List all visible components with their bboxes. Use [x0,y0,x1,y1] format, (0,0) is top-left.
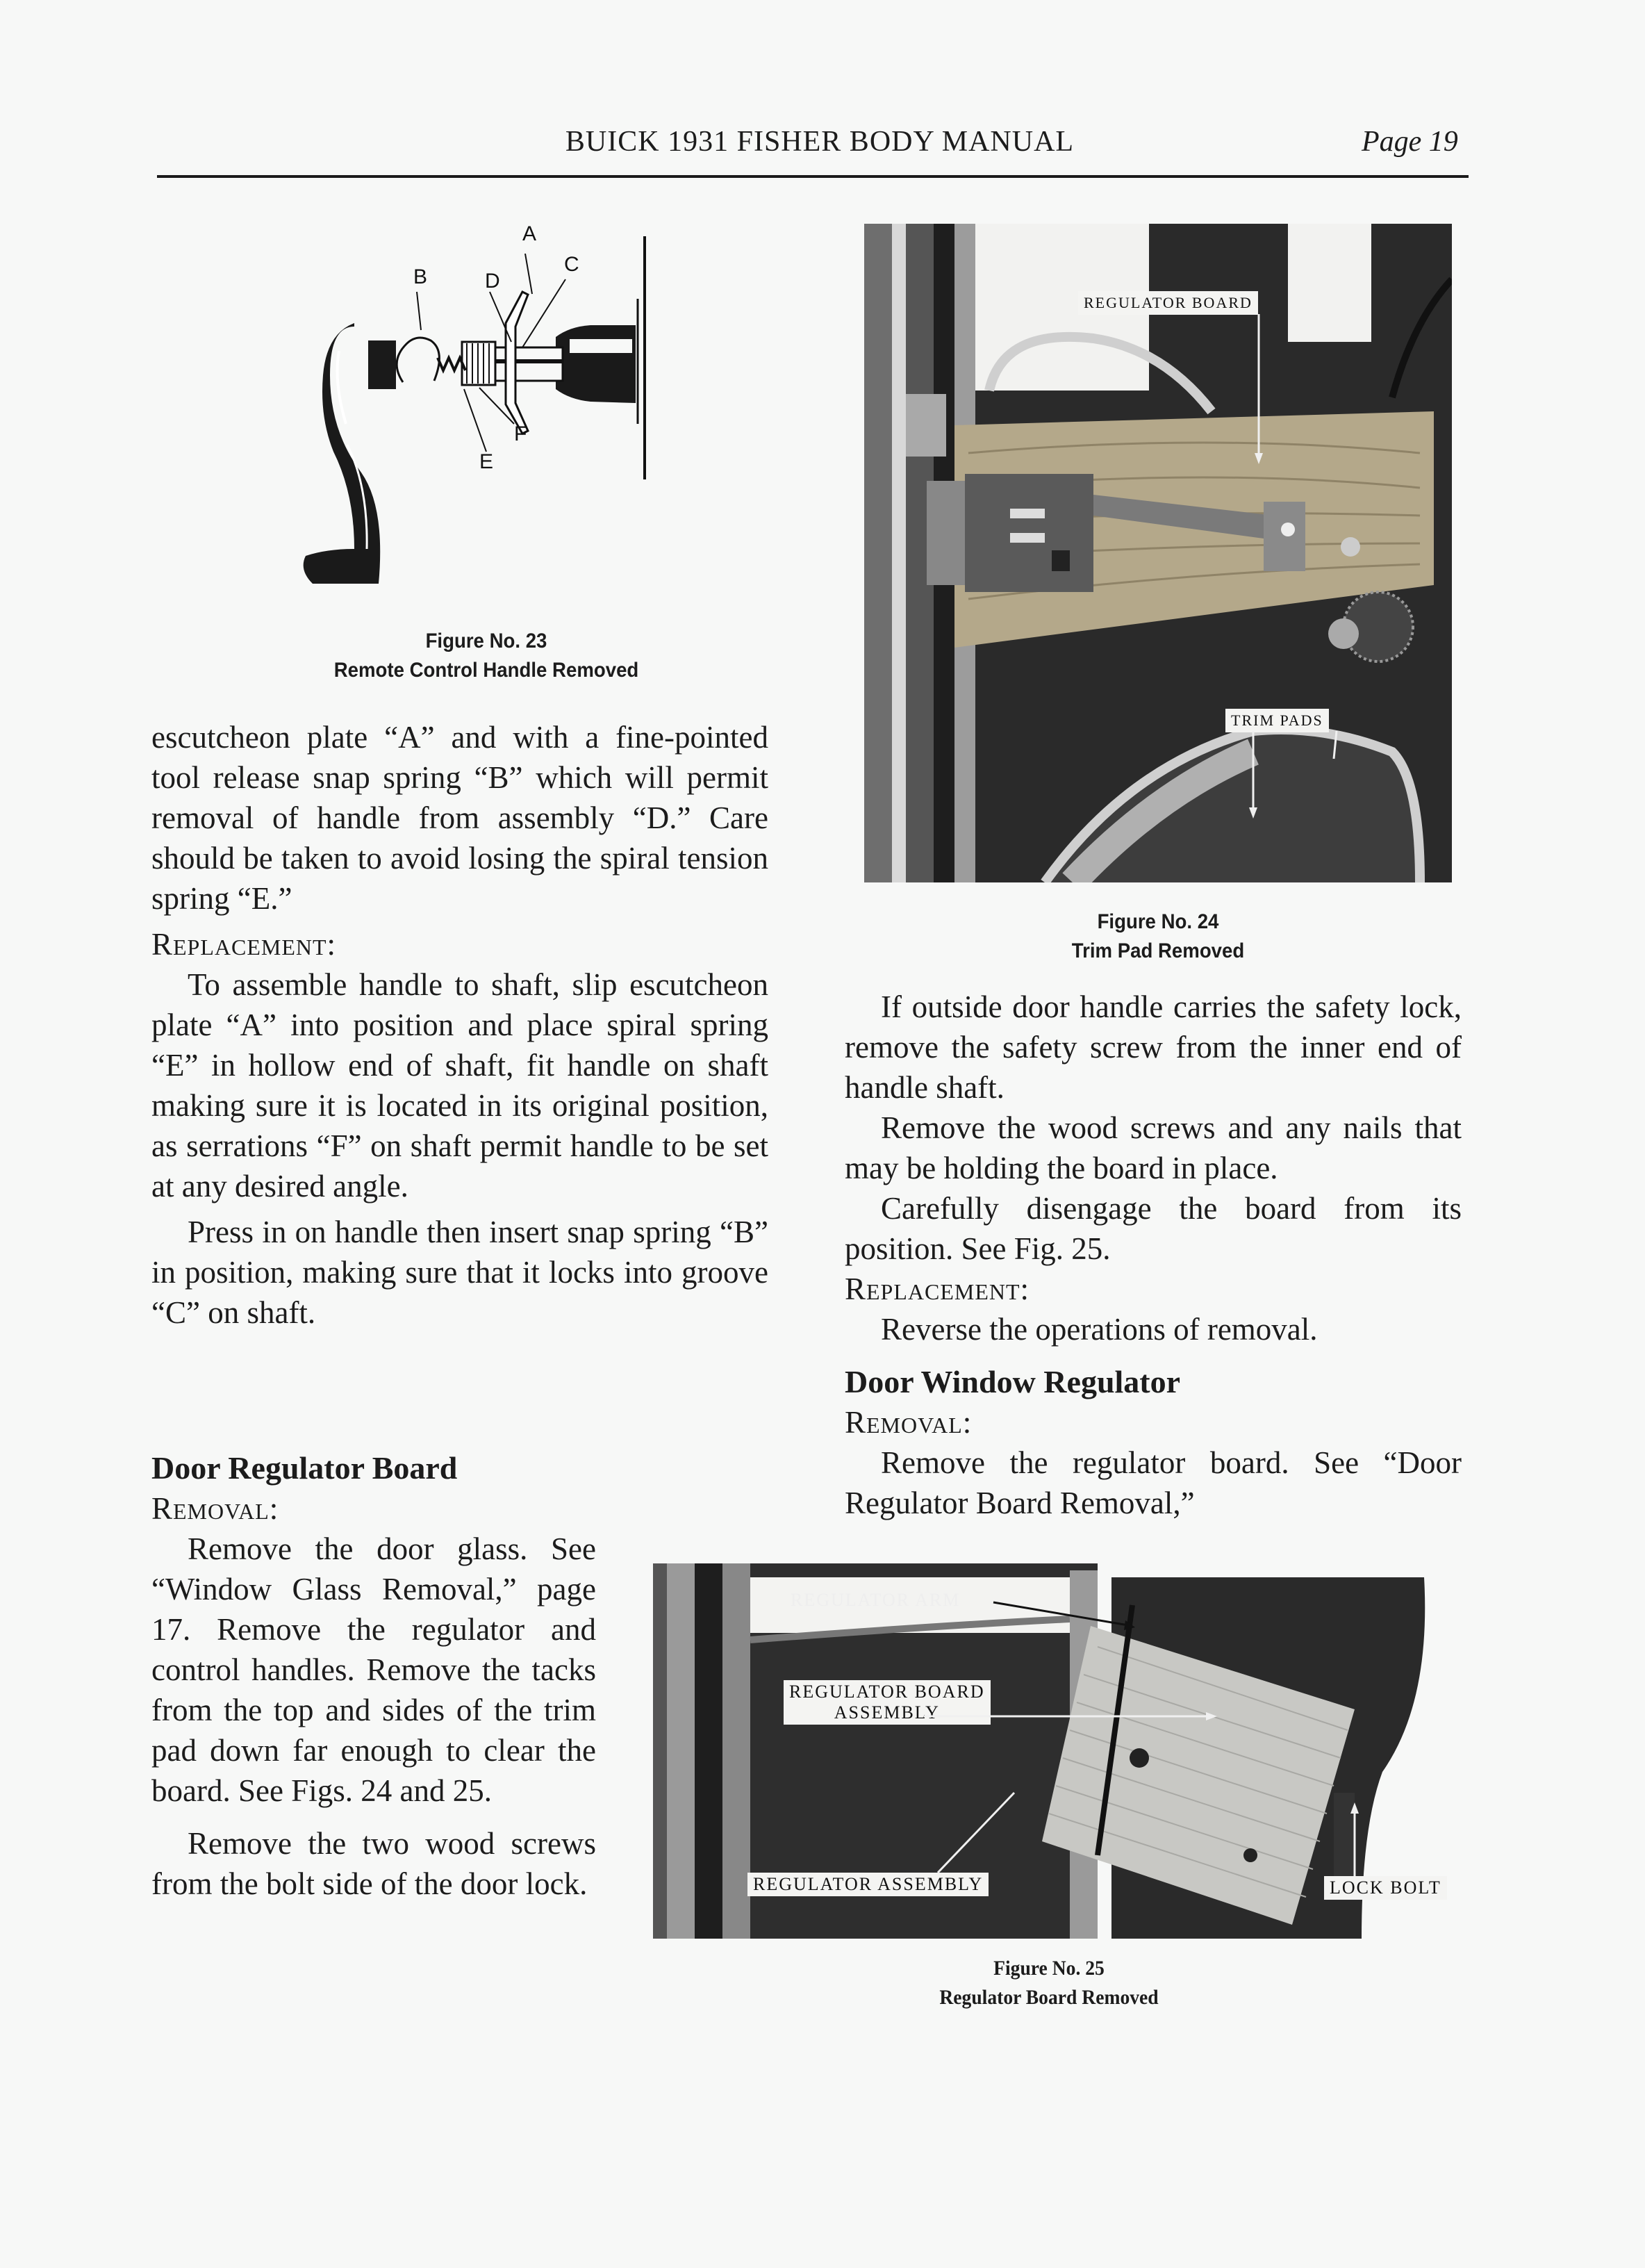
label-lock-bolt: LOCK BOLT [1324,1876,1447,1900]
door-handle-icon [264,222,667,618]
figure-25-caption [774,1954,1323,2012]
figure-24-photo [864,224,1452,882]
section-title-door-window-regulator: Door Window Regulator [845,1364,1181,1399]
replacement-heading: Replacement: [845,1272,1030,1306]
label-line-2: ASSEMBLY [834,1702,940,1723]
figure-23-title: Remote Control Handle Removed [333,659,639,682]
paragraph: escutcheon plate “A” and with a fine-pointed tool release snap spring “B” which will permit removal of handle from assembly “D.” Care should be taken to avoid losing the spiral tension spring “E.” [151,720,768,916]
label-regulator-arm: REGULATOR ARM [791,1590,961,1610]
label-regulator-assembly: REGULATOR ASSEMBLY [747,1873,989,1896]
figure-24-caption [888,907,1428,966]
callout-c: C [564,253,579,276]
figure-23-caption [211,627,761,685]
label-regulator-board: REGULATOR BOARD [1078,291,1258,315]
paragraph: Press in on handle then insert snap spring “B” in position, making sure that it locks into groove “C” on shaft. [151,1215,768,1330]
callout-arrows-icon [864,224,1452,882]
callout-e: E [479,450,494,473]
page-number: Page 19 [1362,126,1458,158]
removal-heading: Removal: [845,1405,973,1440]
paragraph: Reverse the operations of removal. [881,1312,1318,1347]
figure-25-title: Regulator Board Removed [939,1986,1159,2009]
figure-24-number: Figure No. 24 [1097,910,1219,933]
figure-25-photo [653,1563,1452,1939]
callout-b: B [413,265,428,288]
section-title-door-regulator-board: Door Regulator Board [151,1450,458,1486]
removal-heading: Removal: [151,1491,279,1526]
left-column-lower [151,1448,596,1904]
paragraph: To assemble handle to shaft, slip escutcheon plate “A” into position and place spiral spring “E” in hollow end of shaft, fit handle on shaft making sure it is located in its original position, as serrations “F” on shaft permit handle to be set at any desired angle. [151,967,768,1203]
figure-24-title: Trim Pad Removed [1071,939,1245,962]
callout-a: A [522,222,537,245]
paragraph: Remove the two wood screws from the bolt side of the door lock. [151,1826,596,1901]
callout-d: D [485,270,500,293]
left-column [151,717,768,1333]
paragraph: Remove the wood screws and any nails that may be holding the board in place. [845,1110,1462,1185]
header-rule [157,175,1469,178]
running-header-title: BUICK 1931 FISHER BODY MANUAL [565,126,1075,158]
figure-25-number: Figure No. 25 [993,1957,1105,1980]
label-line-1: REGULATOR BOARD [789,1682,985,1702]
replacement-heading: Replacement: [151,927,337,962]
paragraph: Remove the door glass. See “Window Glass Removal,” page 17. Remove the regulator and control handles. Remove the tacks from the top and sides of the trim pad down far enough to clear the board. See Figs. 24 and 25. [151,1531,596,1808]
figure-23-illustration [264,222,667,618]
paragraph: Carefully disengage the board from its position. See Fig. 25. [845,1191,1462,1266]
callout-arrows-icon [653,1563,1452,1939]
paragraph: If outside door handle carries the safety lock, remove the safety screw from the inner end of handle shaft. [845,989,1462,1105]
figure-23-number: Figure No. 23 [425,630,547,652]
callout-f: F [514,422,527,445]
paragraph: Remove the regulator board. See “Door Regulator Board Removal,” [845,1445,1462,1520]
label-trim-pads: TRIM PADS [1225,709,1329,732]
right-column [845,987,1462,1523]
